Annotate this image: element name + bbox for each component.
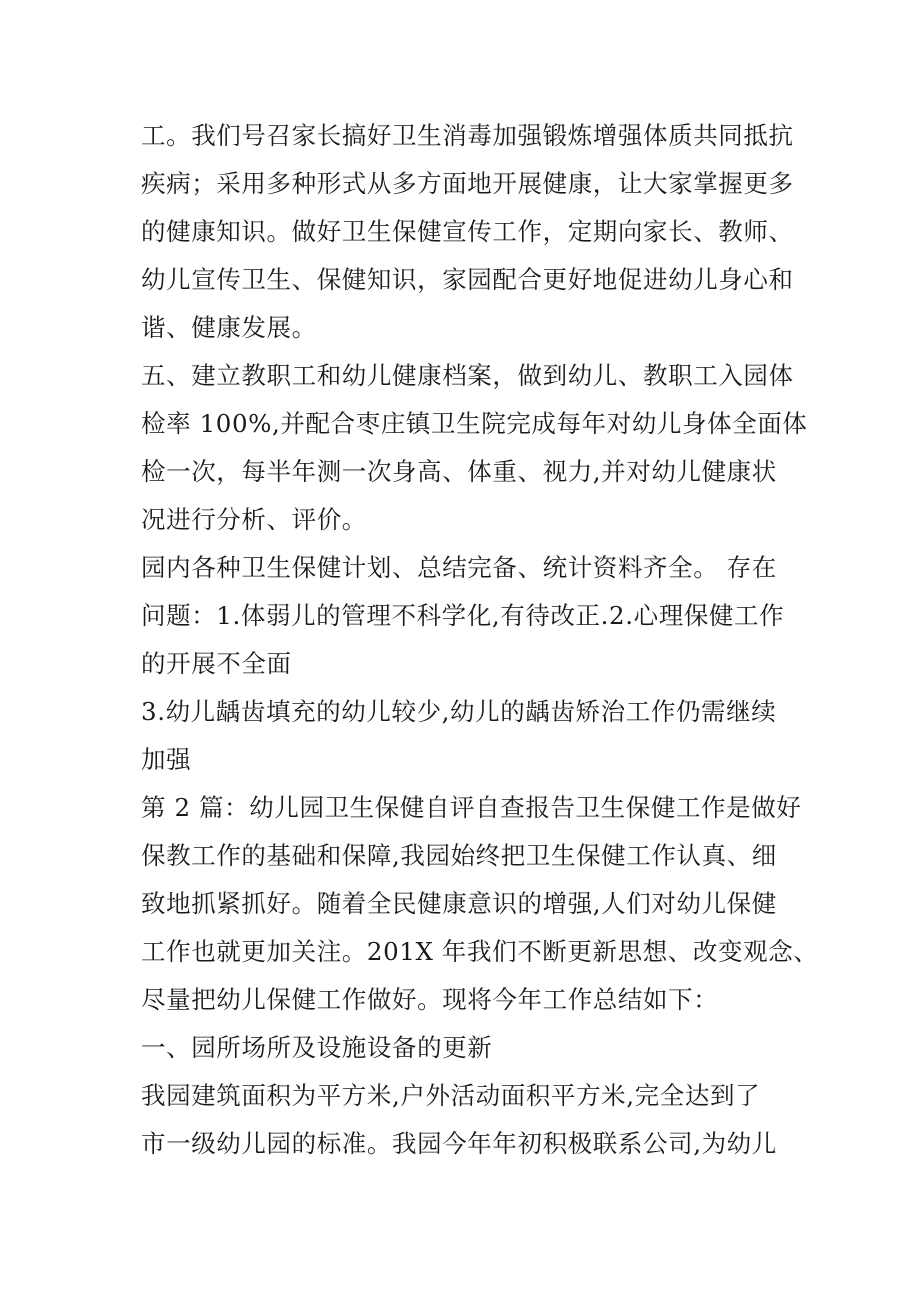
- text-line: 保教工作的基础和保障,我园始终把卫生保健工作认真、细: [141, 841, 777, 870]
- text-line: 疾病；采用多种形式从多方面地开展健康，让大家掌握更多: [141, 169, 794, 198]
- text-line: 的开展不全面: [141, 649, 292, 678]
- document-body: [141, 112, 819, 1168]
- text-line: 况进行分析、评价。: [141, 505, 367, 534]
- text-line: 园内各种卫生保健计划、总结完备、统计资料齐全。 存在: [141, 553, 777, 582]
- section-heading-5: 五、建立教职工和幼儿健康档案，做到幼儿、教职工入园体: [141, 361, 794, 390]
- text-line: 3.幼儿龋齿填充的幼儿较少,幼儿的龋齿矫治工作仍需继续: [141, 697, 777, 726]
- text-line: 加强: [141, 745, 192, 774]
- text-line: 工。我们号召家长搞好卫生消毒加强锻炼增强体质共同抵抗: [141, 121, 794, 150]
- text-line: 检一次，每半年测一次身高、体重、视力,并对幼儿健康状: [141, 457, 777, 486]
- text-line: 谐、健康发展。: [141, 313, 317, 342]
- text-line: 工作也就更加关注。201X 年我们不断更新思想、改变观念、: [141, 937, 819, 966]
- text-line: 幼儿宣传卫生、保健知识，家园配合更好地促进幼儿身心和: [141, 265, 794, 294]
- text-line: 致地抓紧抓好。随着全民健康意识的增强,人们对幼儿保健: [141, 889, 777, 918]
- text-line: 问题：1.体弱儿的管理不科学化,有待改正.2.心理保健工作: [141, 601, 785, 630]
- text-line: 市一级幼儿园的标准。我园今年年初积极联系公司,为幼儿: [141, 1129, 777, 1158]
- text-line: 的健康知识。做好卫生保健宣传工作，定期向家长、教师、: [141, 217, 794, 246]
- text-line: 尽量把幼儿保健工作做好。现将今年工作总结如下：: [141, 985, 719, 1014]
- text-line: 我园建筑面积为平方米,户外活动面积平方米,完全达到了: [141, 1081, 761, 1110]
- section-heading-1: 一、园所场所及设施设备的更新: [141, 1033, 493, 1062]
- text-line: 检率 100%,并配合枣庄镇卫生院完成每年对幼儿身体全面体: [141, 409, 808, 438]
- article-2-title-line: 第 2 篇：幼儿园卫生保健自评自查报告卫生保健工作是做好: [141, 793, 802, 822]
